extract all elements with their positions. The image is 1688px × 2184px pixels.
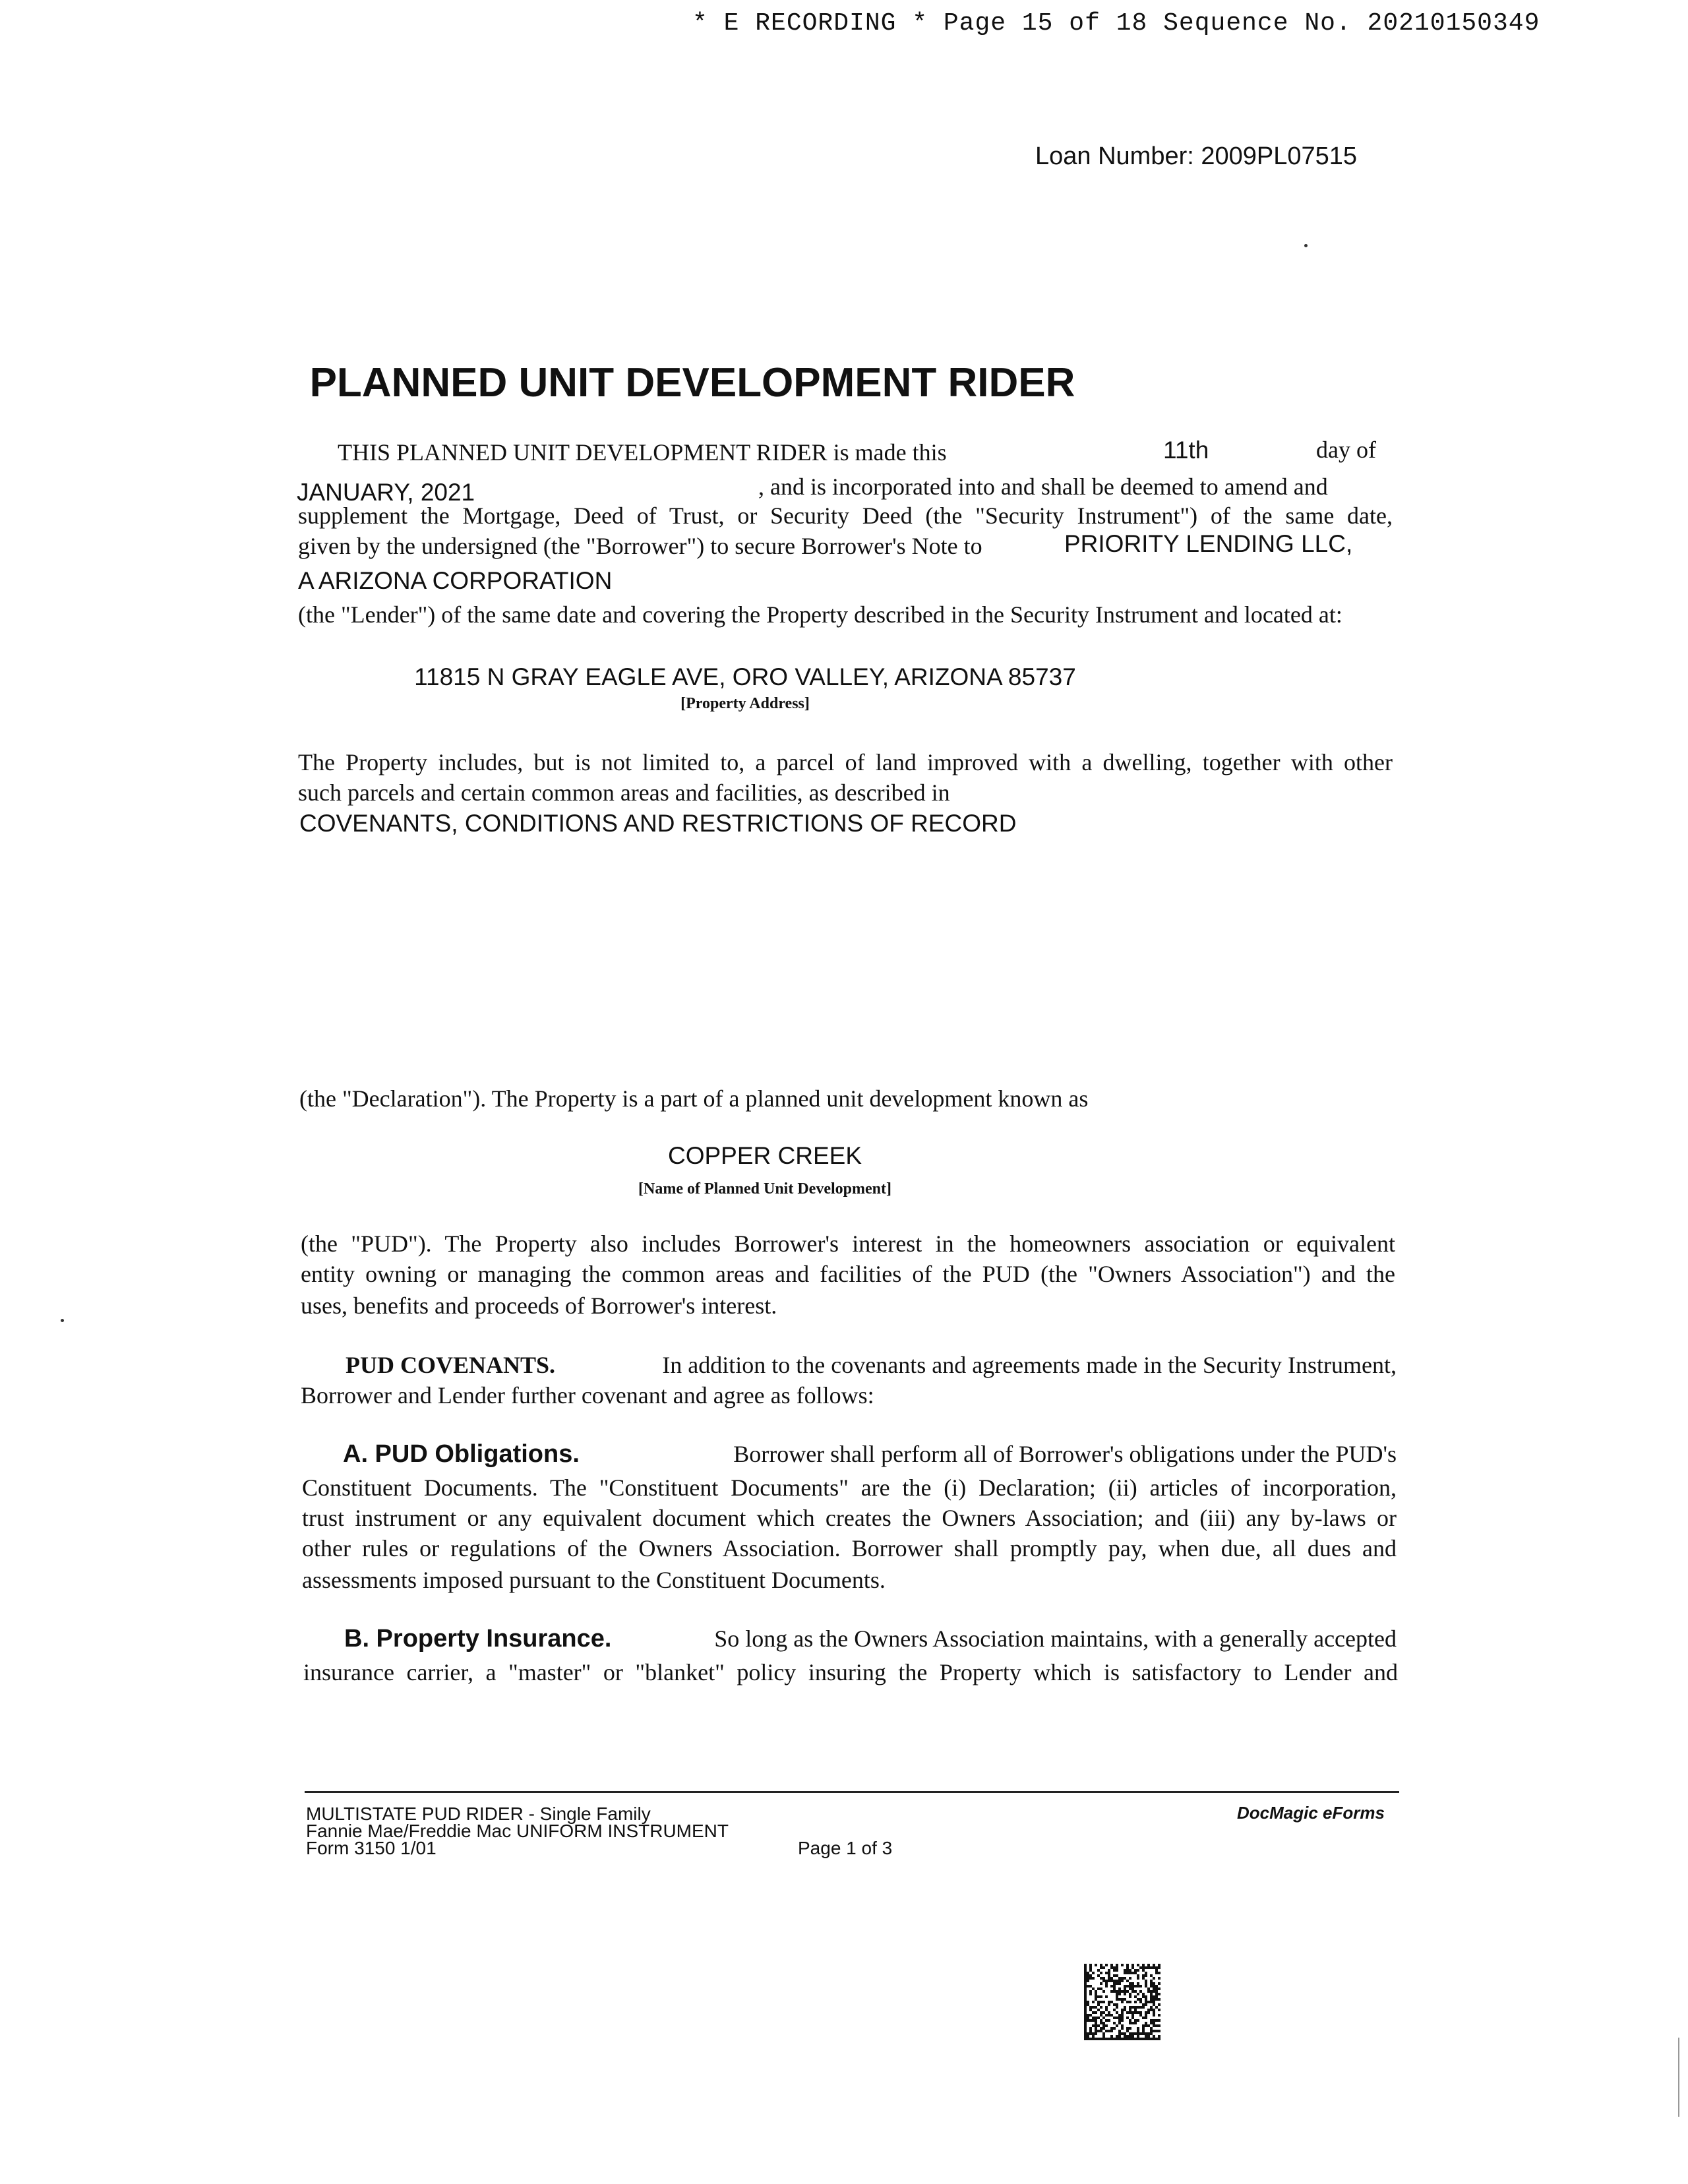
property-line-1: The Property includes, but is not limited to, a parcel of land improved with a dwelling, together with other — [298, 749, 1393, 775]
intro-line-2: , and is incorporated into and shall be deemed to amend and — [758, 473, 1328, 500]
footer-line-1: MULTISTATE PUD RIDER - Single Family — [306, 1804, 651, 1824]
footer-line-2: Fannie Mae/Freddie Mac UNIFORM INSTRUMENT — [306, 1821, 729, 1841]
footer-line-3: Form 3150 1/01 — [306, 1838, 437, 1858]
section-b-line-2: insurance carrier, a "master" or "blanket" policy insuring the Property which is satisfactory to Lender and — [303, 1659, 1398, 1685]
footer-rule — [305, 1791, 1399, 1793]
pud-line-2: entity owning or managing the common areas and facilities of the PUD (the "Owners Association") and the — [301, 1261, 1395, 1287]
intro-line-1: THIS PLANNED UNIT DEVELOPMENT RIDER is made this — [338, 439, 947, 466]
covenants-text: In addition to the covenants and agreements made in the Security Instrument, — [662, 1352, 1397, 1378]
lender-name-1: PRIORITY LENDING LLC, — [1064, 530, 1353, 557]
property-line-2: such parcels and certain common areas and facilities, as described in — [298, 779, 950, 806]
scan-speck — [61, 1319, 64, 1322]
month-year-value: JANUARY, 2021 — [297, 479, 475, 506]
docmagic-logo: DocMagic eForms — [1237, 1803, 1385, 1823]
property-address: 11815 N GRAY EAGLE AVE, ORO VALLEY, ARIZONA 85737 — [414, 663, 1076, 690]
section-a-line-4: other rules or regulations of the Owners Association. Borrower shall promptly pay, when due, all dues and — [302, 1535, 1397, 1562]
intro-line-4: given by the undersigned (the "Borrower") to secure Borrower's Note to — [298, 533, 982, 559]
property-address-caption: [Property Address] — [680, 695, 810, 712]
section-b-text: So long as the Owners Association maintains, with a generally accepted — [714, 1625, 1397, 1652]
section-a-text: Borrower shall perform all of Borrower's obligations under the PUD's — [733, 1441, 1397, 1467]
covenants-line-1 — [346, 1353, 1397, 1377]
declaration-line: (the "Declaration"). The Property is a part of a planned unit development known as — [299, 1085, 1089, 1112]
pud-line-3: uses, benefits and proceeds of Borrower's interest. — [301, 1292, 777, 1319]
pud-line-1: (the "PUD"). The Property also includes Borrower's interest in the homeowners association or equivalent — [301, 1230, 1395, 1257]
scan-speck — [1304, 244, 1308, 247]
section-a-heading: A. PUD Obligations. — [343, 1440, 580, 1468]
scan-edge-mark — [1678, 2038, 1679, 2117]
intro-line-3: supplement the Mortgage, Deed of Trust, or Security Deed (the "Security Instrument") of the same date, — [298, 502, 1393, 529]
section-a-line-2: Constituent Documents. The "Constituent Documents" are the (i) Declaration; (ii) articles of incorporation, — [302, 1474, 1397, 1501]
footer-page-number: Page 1 of 3 — [798, 1838, 893, 1858]
section-b-line-1 — [344, 1626, 1397, 1651]
pud-name-caption: [Name of Planned Unit Development] — [638, 1180, 891, 1198]
loan-number: Loan Number: 2009PL07515 — [1035, 142, 1358, 170]
barcode-icon — [1084, 1964, 1160, 2040]
declaration-name: COVENANTS, CONDITIONS AND RESTRICTIONS OF RECORD — [299, 810, 1017, 837]
lender-name-2: A ARIZONA CORPORATION — [298, 567, 613, 594]
recording-header: * E RECORDING * Page 15 of 18 Sequence No. 20210150349 — [692, 9, 1540, 38]
day-value: 11th — [1163, 437, 1209, 464]
intro-day-of: day of — [1316, 437, 1376, 463]
document-title: PLANNED UNIT DEVELOPMENT RIDER — [309, 360, 1075, 406]
section-a-line-1 — [343, 1441, 1397, 1467]
intro-line-6: (the "Lender") of the same date and covering the Property described in the Security Instrument and located at: — [298, 601, 1342, 628]
section-a-line-3: trust instrument or any equivalent document which creates the Owners Association; and (iii) any by-laws or — [302, 1505, 1397, 1531]
section-a-line-5: assessments imposed pursuant to the Constituent Documents. — [302, 1567, 886, 1593]
covenants-line-2: Borrower and Lender further covenant and agree as follows: — [301, 1382, 874, 1409]
section-b-heading: B. Property Insurance. — [344, 1625, 612, 1653]
covenants-heading: PUD COVENANTS. — [346, 1352, 556, 1378]
pud-name: COPPER CREEK — [667, 1142, 862, 1169]
